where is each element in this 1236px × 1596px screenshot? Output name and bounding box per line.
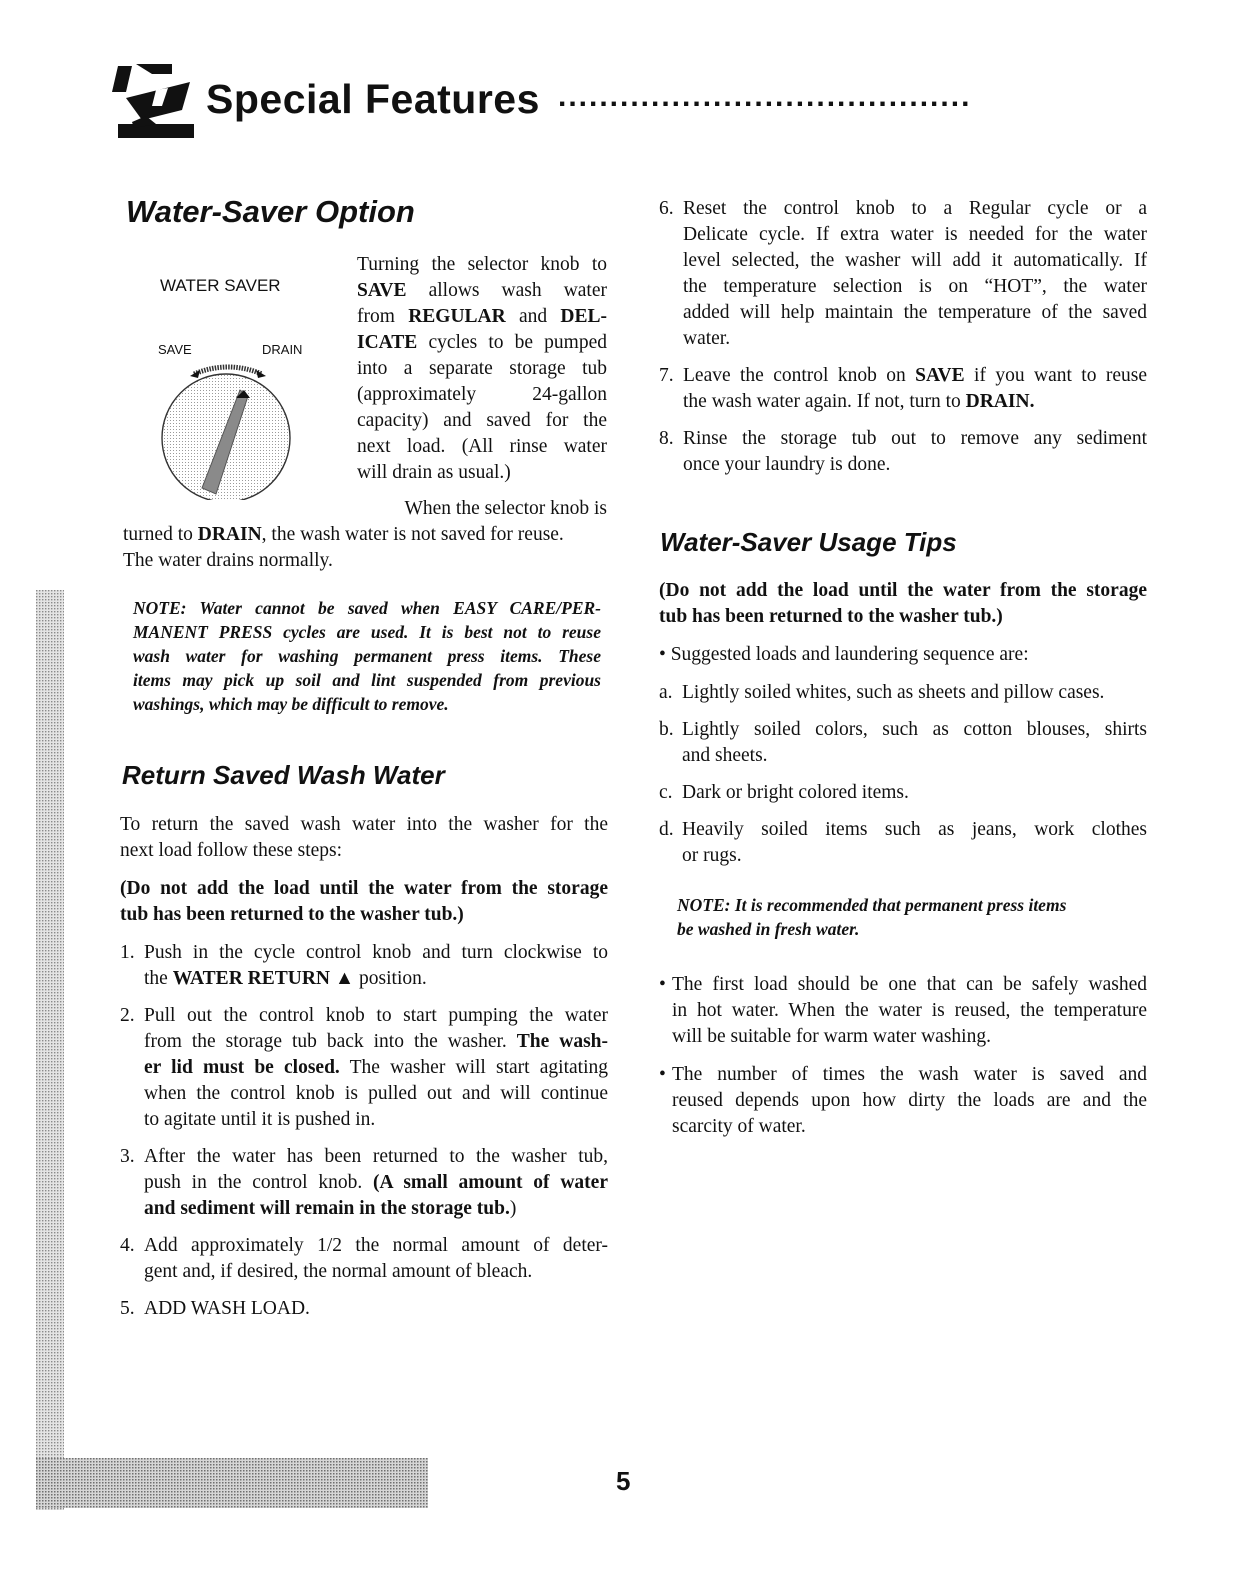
letter-line: Dark or bright colored items. (682, 782, 909, 803)
text-run: if you want to reuse (964, 365, 1147, 386)
step-line (144, 1029, 608, 1055)
step-item (659, 196, 1147, 352)
water-saver-note (133, 596, 601, 716)
text-run: ADD WASH LOAD. (144, 1298, 310, 1319)
bullet-marker: • (659, 974, 666, 995)
step-line (144, 1003, 608, 1029)
text-run: from (357, 306, 409, 327)
step-line (683, 222, 1147, 248)
letter-line: Heavily soiled items such as jeans, work clothes (682, 819, 1147, 840)
text-run: Rinse the storage tub out to remove any sediment (683, 428, 1147, 449)
step-line (683, 196, 1147, 222)
bullet-marker: • (659, 1064, 666, 1085)
text-run: capacity) and saved for the (357, 410, 607, 431)
text-run: water. (683, 328, 731, 349)
return-intro (120, 812, 608, 864)
intro-line (357, 278, 607, 304)
decorative-bottom-strip (36, 1458, 428, 1508)
step-number: 2. (120, 1005, 135, 1026)
intro-line (357, 460, 607, 486)
dial-title: WATER SAVER (160, 276, 281, 295)
step-item (659, 363, 1147, 415)
step-line (144, 940, 608, 966)
text-run: the temperature selection is on “HOT”, the water (683, 276, 1147, 297)
step-line (683, 452, 1147, 478)
usage-tips-heading: Water-Saver Usage Tips (660, 527, 957, 557)
text-run: next load. (All rinse water (357, 436, 607, 457)
step-item (120, 1233, 608, 1285)
water-saver-intro (357, 252, 607, 486)
letter-item (659, 780, 1147, 806)
text-run: to agitate until it is pushed in. (144, 1109, 376, 1130)
letter-item (659, 680, 1147, 706)
bullet-line: scarcity of water. (672, 1116, 806, 1137)
text-run: After the water has been returned to the washer tub, (144, 1146, 608, 1167)
intro-line (357, 304, 607, 330)
step-number: 3. (120, 1146, 135, 1167)
text-run: WATER RETURN ▲ (172, 968, 355, 989)
step-line (683, 300, 1147, 326)
text-line: wash water for washing permanent press items. These (133, 646, 601, 666)
step-line (683, 326, 1147, 352)
bullet-line: The number of times the wash water is saved and (672, 1064, 1147, 1085)
step-number: 5. (120, 1298, 135, 1319)
text-run: DEL- (560, 306, 608, 327)
bullet-item (659, 972, 1147, 1050)
tips-letter-list (659, 680, 1147, 880)
text-run: The washer will start agitating (339, 1057, 608, 1078)
tips-warning (659, 578, 1147, 630)
letter-line: or rugs. (682, 845, 742, 866)
step-number: 8. (659, 428, 674, 449)
return-steps-list (120, 940, 608, 1333)
tips-bullet-intro: • Suggested loads and laundering sequence are: (659, 644, 1029, 665)
text-line: NOTE: Water cannot be saved when EASY CARE/PER- (133, 598, 601, 618)
text-run: once your laundry is done. (683, 454, 891, 475)
step-item (120, 1003, 608, 1133)
text-run: (A small amount of water (373, 1172, 608, 1193)
step-number: 6. (659, 198, 674, 219)
bullet-line: will be suitable for warm water washing. (672, 1026, 991, 1047)
water-saver-steps-list (659, 196, 1147, 489)
text-line: (Do not add the load until the water from the storage (659, 580, 1147, 601)
text-run: er lid must be closed. (144, 1057, 340, 1078)
letter-marker: b. (659, 719, 674, 740)
water-saver-heading: Water-Saver Option (126, 194, 415, 229)
text-run: ) (509, 1198, 517, 1219)
text-line: items may pick up soil and lint suspended from previous (133, 670, 601, 690)
step-item (120, 1144, 608, 1222)
header-leader-dots: ........................................ (558, 80, 972, 113)
intro-line (357, 408, 607, 434)
text-line: (Do not add the load until the water from the storage (120, 878, 608, 899)
text-run: Delicate cycle. If extra water is needed for the water (683, 224, 1147, 245)
dial-save-label: SAVE (158, 342, 192, 357)
return-warning (120, 876, 608, 928)
text-line: tub has been returned to the washer tub.) (659, 606, 1003, 627)
page-number: 5 (616, 1466, 631, 1496)
text-run: Add approximately 1/2 the normal amount of deter- (144, 1235, 608, 1256)
intro-line (357, 382, 607, 408)
brand-logo (112, 62, 194, 144)
text-run: will drain as usual.) (357, 462, 511, 483)
step-item (659, 426, 1147, 478)
intro-line (357, 356, 607, 382)
intro-line (357, 330, 607, 356)
text-run: added will help maintain the temperature of the saved (683, 302, 1147, 323)
text-run: cycles to be pumped (417, 332, 607, 353)
text-run: gent and, if desired, the normal amount of bleach. (144, 1261, 533, 1282)
text-run: position. (354, 968, 427, 989)
step-line (144, 966, 608, 992)
text-run: Turning the selector knob to (357, 254, 607, 275)
drain-line-2 (123, 522, 613, 548)
step-number: 1. (120, 942, 135, 963)
letter-marker: a. (659, 682, 673, 703)
step-line (144, 1081, 608, 1107)
step-line (683, 389, 1147, 415)
step-line (144, 1196, 608, 1222)
text-run: when the control knob is pulled out and will continue (144, 1083, 608, 1104)
step-number: 4. (120, 1235, 135, 1256)
page-header-title: Special Features (206, 76, 540, 122)
text-line: be washed in fresh water. (677, 919, 860, 939)
text-run: Pull out the control knob to start pumping the water (144, 1005, 608, 1026)
tips-bullet-list (659, 972, 1147, 1152)
text-run: SAVE (915, 365, 965, 386)
text-run: (approximately 24-gallon (357, 384, 607, 405)
intro-line (357, 252, 607, 278)
text-run: The wash- (516, 1031, 608, 1052)
letter-line: Lightly soiled whites, such as sheets and pillow cases. (682, 682, 1105, 703)
text-line: tub has been returned to the washer tub.) (120, 904, 464, 925)
text-run: SAVE (357, 280, 407, 301)
tips-note (677, 893, 1147, 941)
step-line (683, 426, 1147, 452)
step-number: 7. (659, 365, 674, 386)
text-line: washings, which may be difficult to remove. (133, 694, 449, 714)
step-line (144, 1055, 608, 1081)
drain-line-1: When the selector knob is (404, 498, 607, 519)
text-run: the wash water again. If not, turn to (683, 391, 966, 412)
step-line (683, 363, 1147, 389)
text-line: To return the saved wash water into the washer for the (120, 814, 608, 835)
text-run: , the wash water is not saved for reuse. (261, 524, 564, 545)
bullet-item (659, 1062, 1147, 1140)
step-line (144, 1170, 608, 1196)
drain-line-3: The water drains normally. (123, 550, 333, 571)
letter-item (659, 717, 1147, 769)
text-run: from the storage tub back into the washer. (144, 1031, 517, 1052)
text-run: REGULAR (408, 306, 506, 327)
text-run: into a separate storage tub (357, 358, 607, 379)
letter-marker: d. (659, 819, 674, 840)
text-line: next load follow these steps: (120, 840, 343, 861)
intro-line (357, 434, 607, 460)
step-line (683, 248, 1147, 274)
step-line (144, 1259, 608, 1285)
text-run: level selected, the washer will add it automatically. If (683, 250, 1147, 271)
bullet-line: The first load should be one that can be safely washed (672, 974, 1147, 995)
return-saved-heading: Return Saved Wash Water (122, 760, 445, 790)
text-run: DRAIN (197, 524, 262, 545)
step-item (120, 1296, 608, 1322)
text-run: Leave the control knob on (683, 365, 916, 386)
step-item (120, 940, 608, 992)
text-run: and (505, 306, 561, 327)
letter-line: and sheets. (682, 745, 768, 766)
dial-drain-label: DRAIN (262, 342, 303, 357)
text-line: NOTE: It is recommended that permanent press items (677, 895, 1067, 915)
step-line (144, 1296, 608, 1322)
letter-line: Lightly soiled colors, such as cotton blouses, shirts (682, 719, 1147, 740)
text-run: push in the control knob. (144, 1172, 374, 1193)
selector-knob-dial-icon (158, 360, 298, 500)
text-run: DRAIN. (965, 391, 1035, 412)
text-run: allows wash water (406, 280, 607, 301)
text-run: and sediment will remain in the storage tub. (144, 1198, 510, 1219)
text-run: ICATE (357, 332, 418, 353)
text-run: Push in the cycle control knob and turn clockwise to (144, 942, 608, 963)
text-line: MANENT PRESS cycles are used. It is best not to reuse (133, 622, 601, 642)
decorative-side-strip (36, 590, 64, 1510)
letter-item (659, 817, 1147, 869)
step-line (144, 1144, 608, 1170)
step-line (683, 274, 1147, 300)
text-run: turned to (123, 524, 198, 545)
step-line (144, 1233, 608, 1259)
step-line (144, 1107, 608, 1133)
bullet-line: reused depends upon how dirty the loads are and the (672, 1090, 1147, 1111)
text-run: Reset the control knob to a Regular cycle or a (683, 198, 1147, 219)
letter-marker: c. (659, 782, 673, 803)
bullet-line: in hot water. When the water is reused, the temperature (672, 1000, 1147, 1021)
text-run: the (144, 968, 173, 989)
